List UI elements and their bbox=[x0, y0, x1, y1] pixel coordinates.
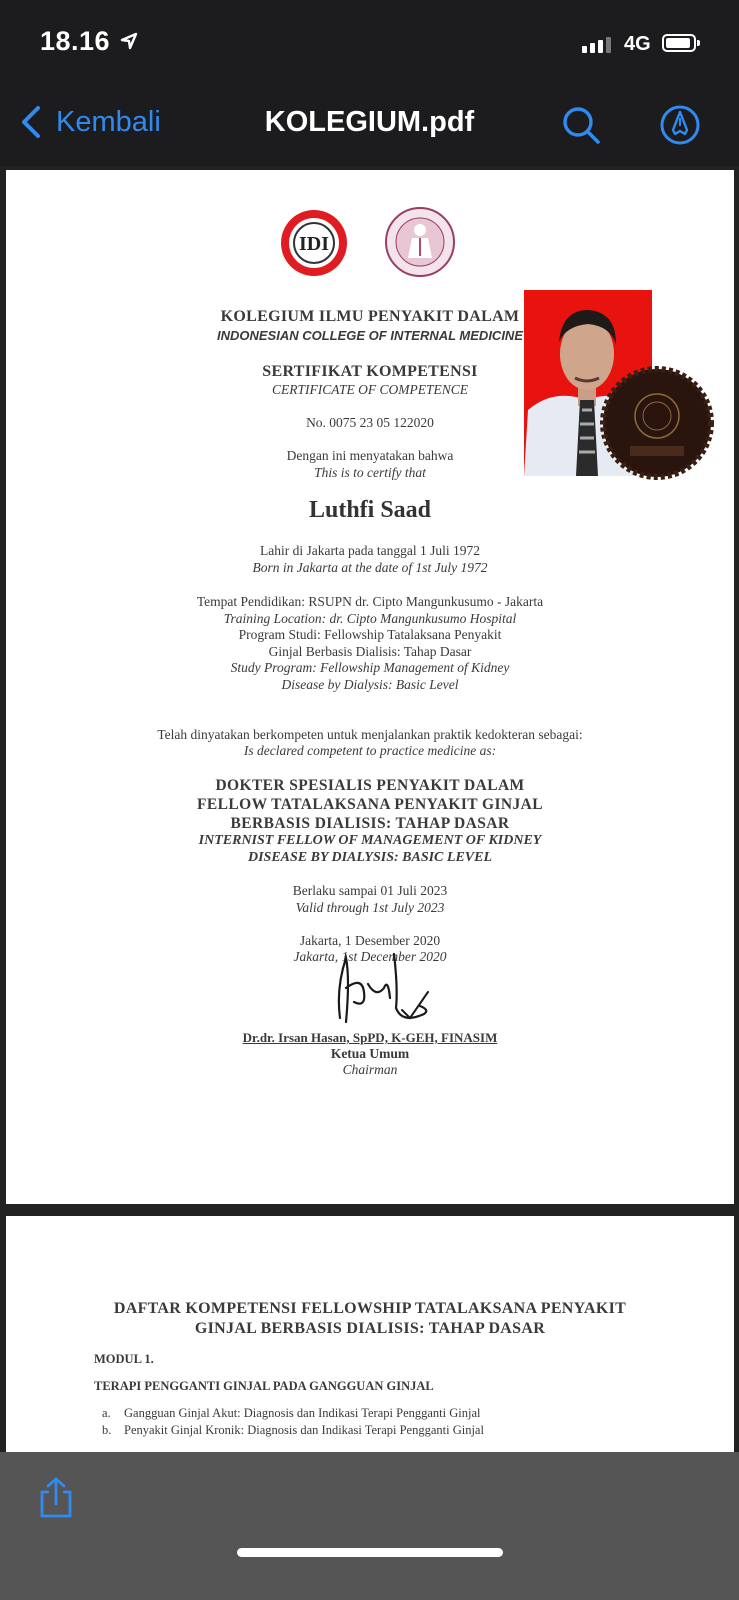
certificate-title: SERTIFIKAT KOMPETENSI bbox=[262, 363, 478, 380]
list-item bbox=[94, 1406, 480, 1421]
certify-text: Dengan ini menyatakan bahwa bbox=[286, 448, 454, 463]
signature bbox=[332, 948, 442, 1028]
signal-strength-icon bbox=[582, 37, 611, 53]
module-title: TERAPI PENGGANTI GINJAL PADA GANGGUAN GINJAL bbox=[94, 1379, 434, 1393]
idi-logo-icon bbox=[279, 208, 349, 278]
competency-list-title-2: GINJAL BERBASIS DIALISIS: TAHAP DASAR bbox=[194, 1320, 546, 1337]
list-item-marker: b. bbox=[102, 1423, 112, 1437]
study-program-line-1: Program Studi: Fellowship Tatalaksana Penyakit bbox=[238, 627, 502, 642]
list-item-marker: a. bbox=[102, 1406, 111, 1420]
declared-text: Telah dinyatakan berkompeten untuk menjalankan praktik kedokteran sebagai: bbox=[157, 727, 583, 742]
study-program-en-line-2: Disease by Dialysis: Basic Level bbox=[281, 677, 459, 692]
study-program-en-line-1: Study Program: Fellowship Management of Kidney bbox=[230, 660, 510, 675]
competence-title-2: FELLOW TATALAKSANA PENYAKIT GINJAL bbox=[197, 796, 543, 813]
certificate-number: No. 0075 23 05 122020 bbox=[306, 415, 434, 430]
valid-until: Berlaku sampai 01 Juli 2023 bbox=[292, 883, 448, 898]
pdf-viewer[interactable] bbox=[0, 166, 739, 1452]
list-item-text: Gangguan Ginjal Akut: Diagnosis dan Indikasi Terapi Pengganti Ginjal bbox=[124, 1406, 481, 1420]
back-label: Kembali bbox=[56, 105, 161, 138]
birth-info-en: Born in Jakarta at the date of 1st July 1972 bbox=[252, 560, 488, 575]
list-item bbox=[94, 1423, 484, 1438]
holder-name: Luthfi Saad bbox=[308, 497, 432, 523]
training-location-en: Training Location: dr. Cipto Mangunkusumo Hospital bbox=[223, 611, 517, 626]
chevron-left-icon bbox=[20, 105, 42, 139]
issue-date: Jakarta, 1 Desember 2020 bbox=[299, 933, 441, 948]
back-button[interactable] bbox=[20, 105, 161, 139]
location-arrow-icon bbox=[120, 32, 138, 50]
signer-role-en: Chairman bbox=[342, 1062, 398, 1077]
list-item-text: Penyakit Ginjal Kronik: Diagnosis dan Indikasi Terapi Pengganti Ginjal bbox=[124, 1423, 484, 1437]
birth-info: Lahir di Jakarta pada tanggal 1 Juli 1972 bbox=[259, 543, 481, 558]
competence-title-3: BERBASIS DIALISIS: TAHAP DASAR bbox=[230, 815, 510, 832]
module-label: MODUL 1. bbox=[94, 1352, 154, 1366]
pdf-page-2 bbox=[6, 1216, 734, 1452]
certificate-title-en: CERTIFICATE OF COMPETENCE bbox=[272, 382, 468, 397]
competence-title-en-1: INTERNIST FELLOW OF MANAGEMENT OF KIDNEY bbox=[198, 833, 542, 848]
competence-title-en-2: DISEASE BY DIALYSIS: BASIC LEVEL bbox=[247, 850, 493, 865]
papdi-logo-icon bbox=[384, 206, 456, 278]
valid-until-en: Valid through 1st July 2023 bbox=[295, 900, 445, 915]
competence-title-1: DOKTER SPESIALIS PENYAKIT DALAM bbox=[215, 777, 525, 794]
network-type: 4G bbox=[624, 33, 651, 55]
document-title: KOLEGIUM.pdf bbox=[264, 106, 475, 138]
training-location: Tempat Pendidikan: RSUPN dr. Cipto Mangunkusumo - Jakarta bbox=[196, 594, 544, 609]
svg-text:IDI: IDI bbox=[298, 233, 330, 255]
college-name-en: INDONESIAN COLLEGE OF INTERNAL MEDICINE bbox=[217, 328, 523, 343]
search-icon[interactable] bbox=[560, 104, 604, 148]
share-icon[interactable] bbox=[36, 1476, 76, 1520]
battery-icon bbox=[662, 34, 696, 52]
pdf-page-1 bbox=[6, 170, 734, 1204]
issue-date-en: Jakarta, 1st December 2020 bbox=[293, 949, 447, 964]
declared-text-en: Is declared competent to practice medicine as: bbox=[243, 743, 497, 758]
status-time: 18.16 bbox=[40, 26, 111, 56]
certify-text-en: This is to certify that bbox=[314, 465, 426, 480]
competency-list-title-1: DAFTAR KOMPETENSI FELLOWSHIP TATALAKSANA PENYAKIT bbox=[113, 1300, 627, 1317]
status-bar bbox=[0, 0, 739, 90]
college-name: KOLEGIUM ILMU PENYAKIT DALAM bbox=[220, 308, 520, 325]
home-indicator[interactable] bbox=[237, 1548, 503, 1557]
study-program-line-2: Ginjal Berbasis Dialisis: Tahap Dasar bbox=[268, 644, 472, 659]
signer-role: Ketua Umum bbox=[330, 1046, 410, 1061]
bottom-toolbar bbox=[0, 1452, 739, 1600]
navigation-bar bbox=[0, 90, 739, 166]
markup-pen-icon[interactable] bbox=[659, 104, 701, 146]
signer-name: Dr.dr. Irsan Hasan, SpPD, K-GEH, FINASIM bbox=[242, 1030, 498, 1045]
